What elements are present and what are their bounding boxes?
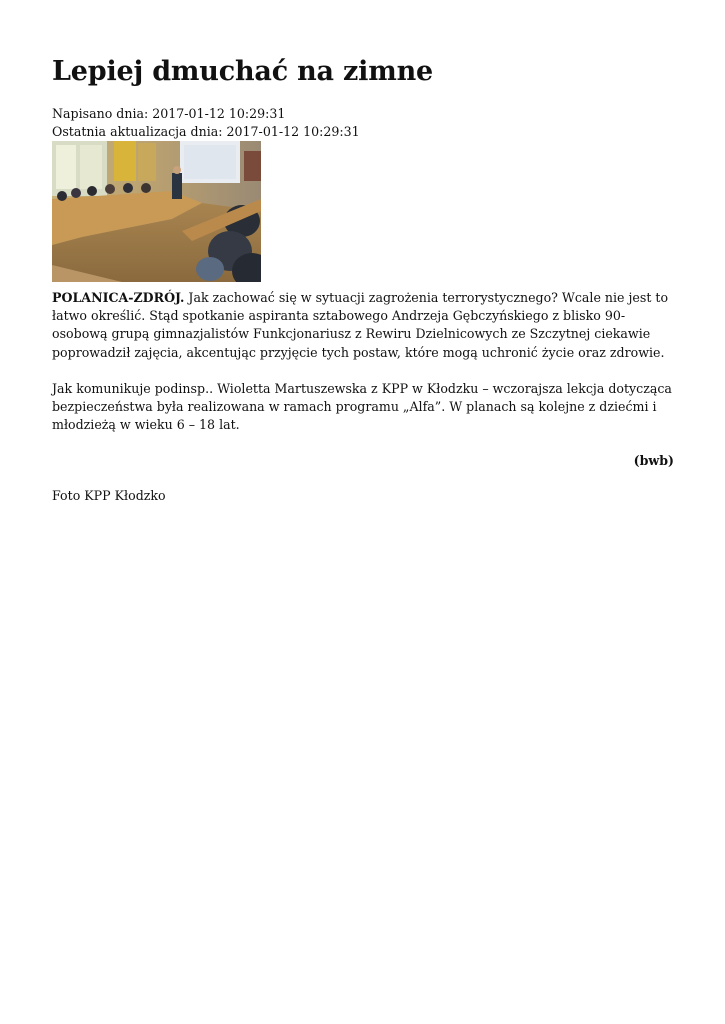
lead-text: Jak zachować się w sytuacji zagrożenia terrorystycznego? Wcale nie jest to łatwo określić. Stąd spotkanie aspiranta sztabowego Andrzeja Gębczyńskiego z blisko 90-osobową grupą gimnazjalistów Funkcjonariusz z Rewiru Dzielnicowych ze Szczytnej ciekawie poprowadził zajęcia, akcentując przyjęcie tych postaw, które mogą uchronić życie oraz zdrowie. <box>52 290 669 360</box>
author-signature: (bwb) <box>633 453 674 469</box>
article-title: Lepiej dmuchać na zimne <box>52 56 434 87</box>
updated-date: Ostatnia aktualizacja dnia: 2017-01-12 10:29:31 <box>52 124 360 139</box>
article-body <box>52 289 674 434</box>
article-photo <box>52 141 261 282</box>
article-paragraph: Jak komunikuje podinsp.. Wioletta Martuszewska z KPP w Kłodzku – wczorajsza lekcja dotycząca bezpieczeństwa była realizowana w ramach programu „Alfa”. W planach są kolejne z dziećmi i młodzieżą w wieku 6 – 18 lat. <box>52 380 672 433</box>
article-meta <box>52 105 674 141</box>
published-date: Napisano dnia: 2017-01-12 10:29:31 <box>52 106 286 121</box>
article-page <box>52 52 674 505</box>
article-paragraph <box>52 289 674 362</box>
photo-credit: Foto KPP Kłodzko <box>52 488 166 504</box>
lead-location: POLANICA-ZDRÓJ. <box>52 290 185 305</box>
